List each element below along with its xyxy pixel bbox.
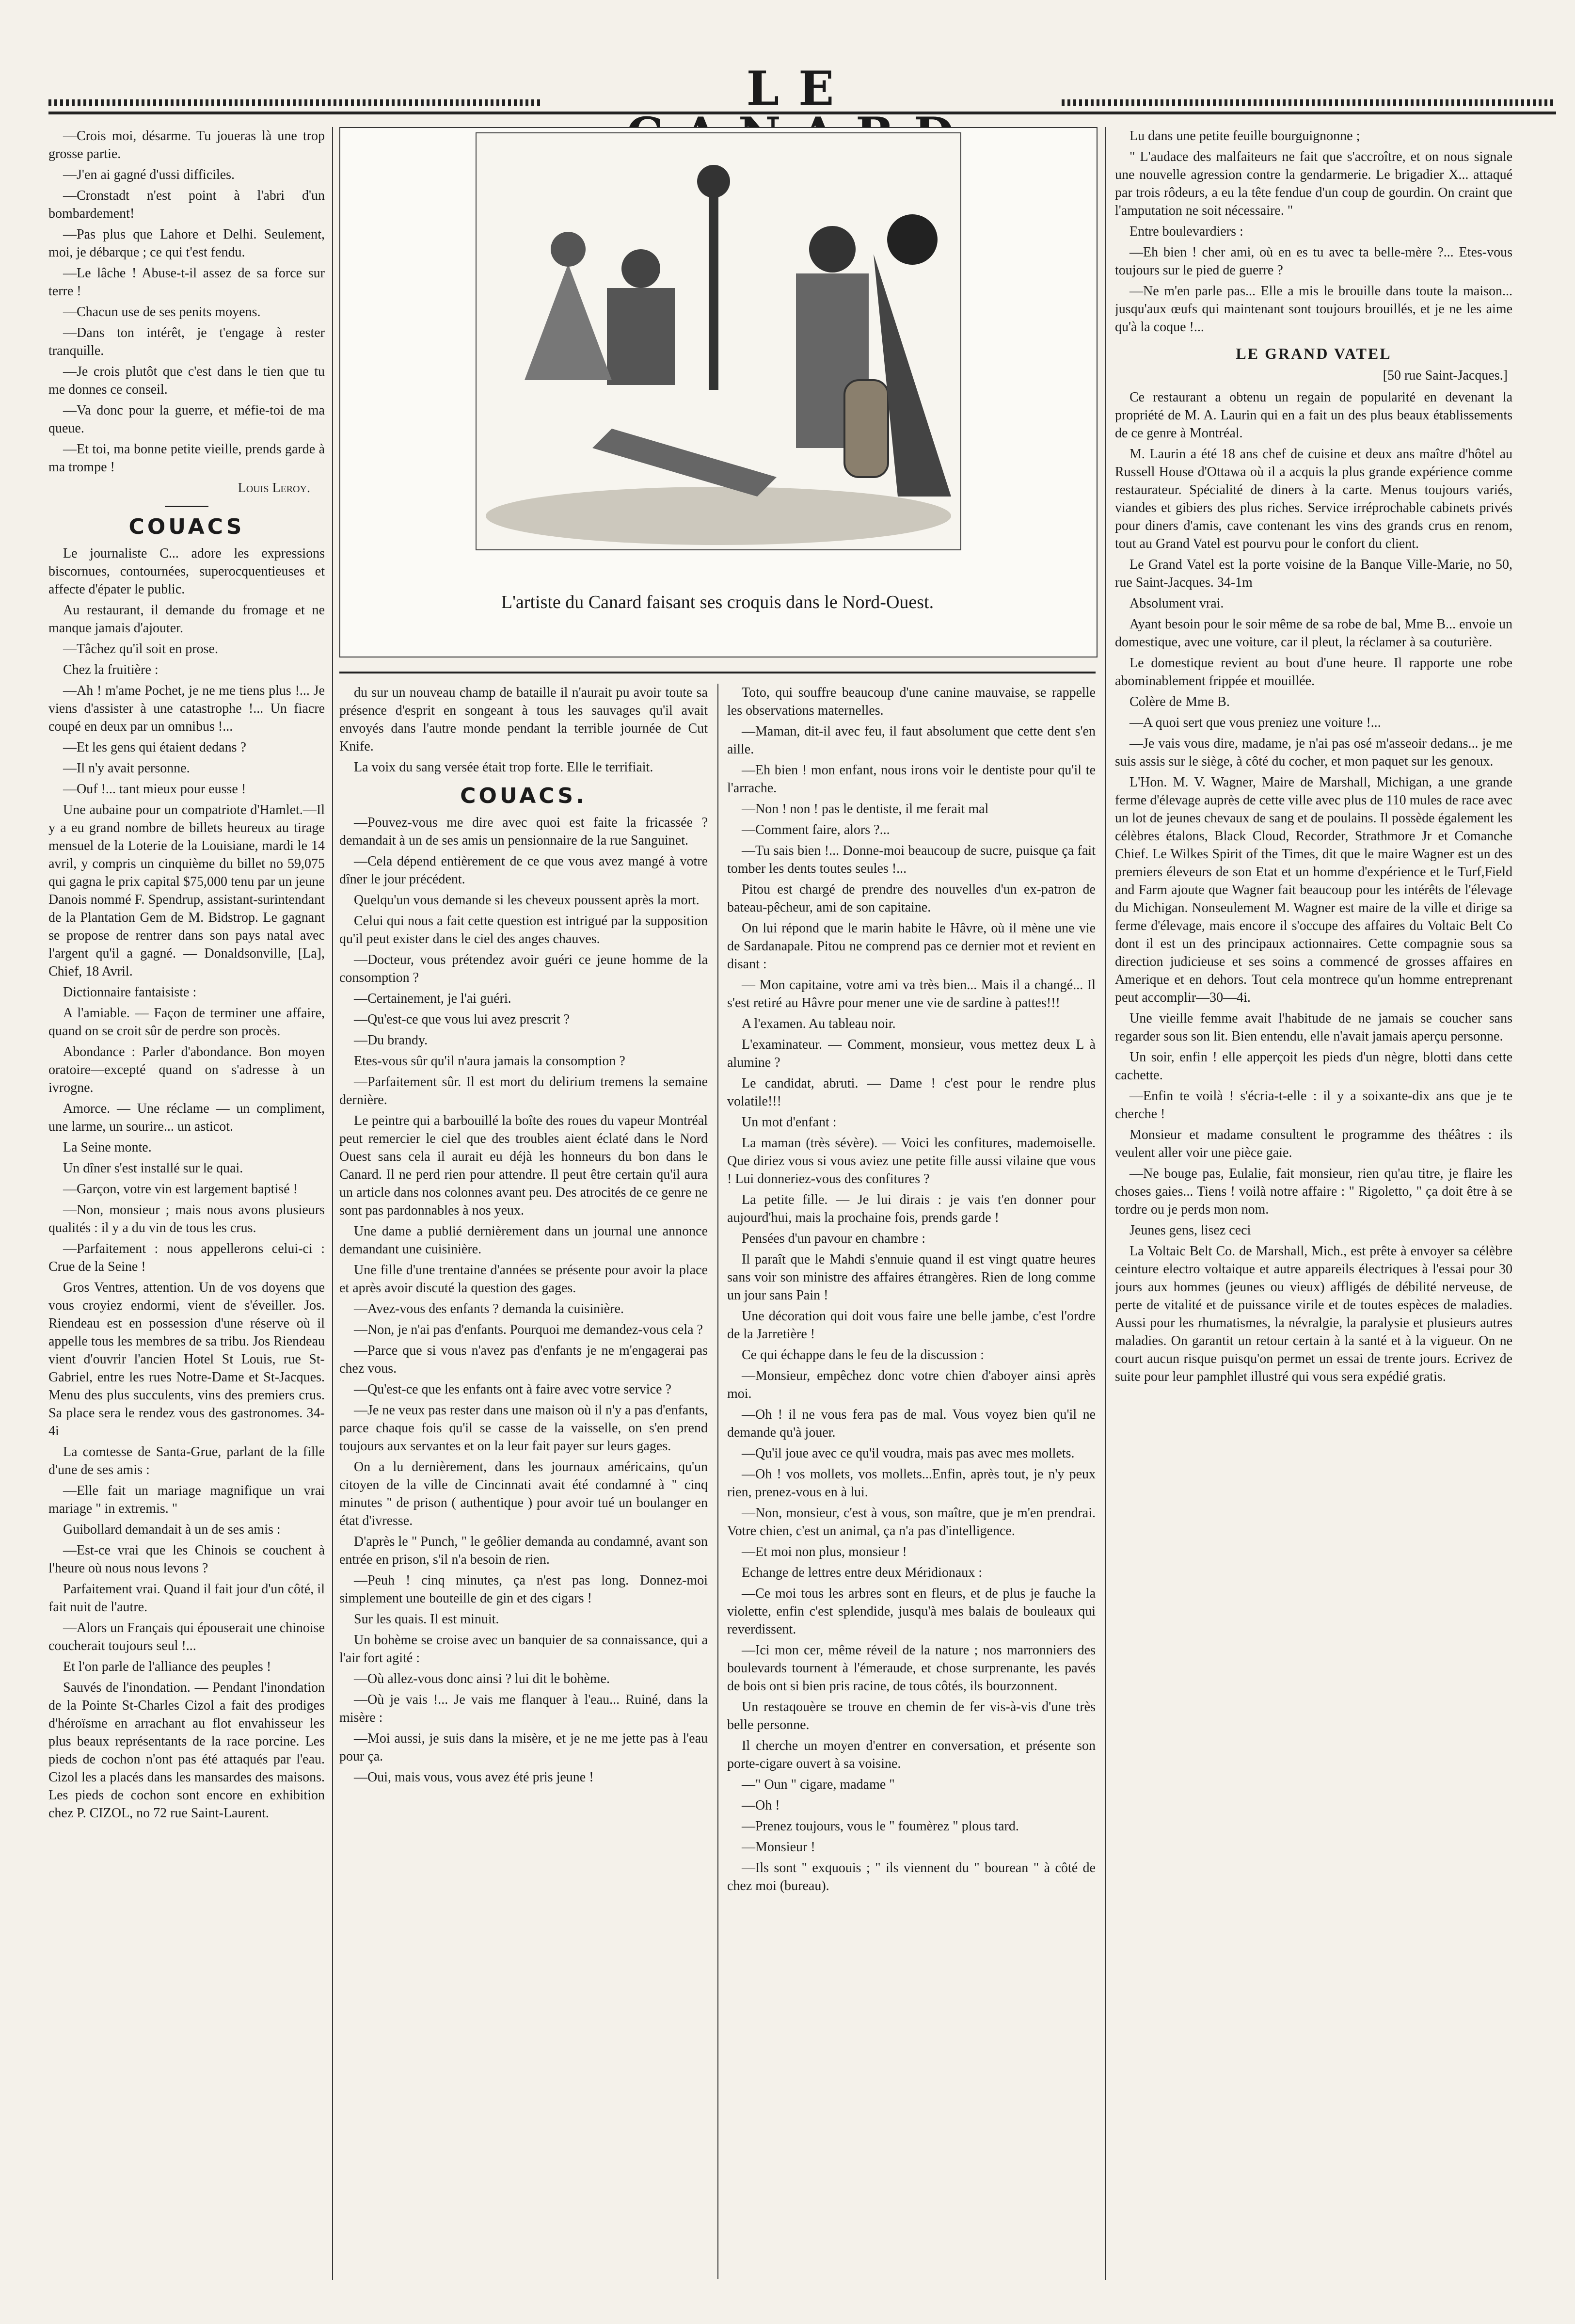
paragraph: —Tâchez qu'il soit en prose. (63, 641, 218, 657)
paragraph: A l'examen. Au tableau noir. (742, 1016, 896, 1031)
column-rule (332, 127, 333, 2280)
masthead-rule-right (1062, 99, 1556, 106)
column-4 (1115, 127, 1512, 2280)
paragraph: —Qu'est-ce que vous lui avez prescrit ? (354, 1012, 570, 1027)
paragraph: —Chacun use de ses penits moyens. (63, 305, 261, 320)
paragraph: Ce qui échappe dans le feu de la discussion : (742, 1347, 984, 1362)
paragraph: —Dans ton intérêt, je t'engage à rester tranquille. (48, 325, 325, 358)
paragraph: —Pas plus que Lahore et Delhi. Seulement, moi, je débarque ; ce qui t'est fendu. (48, 227, 325, 260)
paragraph: —Oui, mais vous, vous avez été pris jeune ! (354, 1770, 594, 1785)
paragraph: D'après le " Punch, " le geôlier demanda au condamné, avant son entrée en prison, s'il n'a besoin de rien. (339, 1534, 708, 1567)
paragraph: —Du brandy. (354, 1033, 428, 1048)
paragraph: —Ouf !... tant mieux pour eusse ! (63, 782, 246, 797)
signature: Louis Leroy. (238, 481, 310, 496)
paragraph: Un mot d'enfant : (742, 1115, 837, 1130)
paragraph: —Moi aussi, je suis dans la misère, et je ne me jette pas à l'eau pour ça. (339, 1731, 708, 1764)
paragraph: —Et les gens qui étaient dedans ? (63, 740, 246, 755)
paragraph: —Où allez-vous donc ainsi ? lui dit le bohème. (354, 1671, 610, 1686)
paragraph: —Ne m'en parle pas... Elle a mis le brouille dans toute la maison... jusqu'aux œufs qui maintenant sont toujours brouillés, et je ne les aime qu'à la coque !... (1115, 284, 1512, 335)
paragraph: Absolument vrai. (1130, 596, 1224, 611)
column-rule (1105, 127, 1106, 2280)
paragraph: A l'amiable. — Façon de terminer une affaire, quand on se croit sûr de perdre son procès. (48, 1006, 325, 1039)
paragraph: —Et toi, ma bonne petite vieille, prends garde à ma trompe ! (48, 442, 325, 475)
paragraph: Le Grand Vatel est la porte voisine de la Banque Ville-Marie, no 50, rue Saint-Jacques. 34-1m (1115, 557, 1512, 590)
paragraph: —Ce moi tous les arbres sont en fleurs, et de plus je fauche la violette, enfin c'est splendide, jusqu'à mes balais de bouleaux qui reverdissent. (727, 1586, 1096, 1637)
paragraph: —Eh bien ! cher ami, où en es tu avec ta belle-mère ?... Etes-vous toujours sur le pied de guerre ? (1115, 245, 1512, 278)
section-heading-couacs: COUACS (128, 514, 245, 539)
paragraph: On a lu dernièrement, dans les journaux américains, qu'un citoyen de la ville de Cincinnati avait été condamné à " cinq minutes " de prison ( authentique ) pour avoir tué un boulanger en état d'ivresse. (339, 1459, 708, 1528)
paragraph: —Oh ! (742, 1798, 780, 1813)
paragraph: Quelqu'un vous demande si les cheveux poussent après la mort. (354, 893, 700, 908)
paragraph: —Ne bouge pas, Eulalie, fait monsieur, rien qu'au titre, je flaire les choses gaies... Tiens ! voilà notre affaire : " Rigoletto, " ça doit être à se tordre ou je perds mon nom. (1115, 1166, 1512, 1217)
paragraph: Au restaurant, il demande du fromage et ne manque jamais d'ajouter. (48, 603, 325, 636)
paragraph: Et l'on parle de l'alliance des peuples ! (63, 1659, 271, 1674)
paragraph: —Parfaitement sûr. Il est mort du delirium tremens la semaine dernière. (339, 1074, 708, 1107)
paragraph: —Certainement, je l'ai guéri. (354, 991, 511, 1006)
paragraph: La petite fille. — Je lui dirais : je vais t'en donner pour aujourd'hui, mais la prochaine fois, prends garde ! (727, 1192, 1096, 1225)
paragraph: —Je crois plutôt que c'est dans le tien que tu me donnes ce conseil. (48, 364, 325, 397)
paragraph: —Cronstadt n'est point à l'abri d'un bombardement! (48, 188, 325, 221)
paragraph: Pitou est chargé de prendre des nouvelles d'un ex-patron de bateau-pêcheur, ami de son capitaine. (727, 882, 1096, 915)
section-heading-grand-vatel: LE GRAND VATEL (1236, 345, 1392, 362)
paragraph: La Voltaic Belt Co. de Marshall, Mich., est prête à envoyer sa célèbre ceinture electro voltaique et autre appareils électriques à l'essai pour 30 jours aux hommes (jeunes ou vieux) affligés de débilité nerveuse, de perte de vitalité et de puissance virile et de toutes espèces de maladies. Aussi pour les rhumatismes, la névralgie, la paralysie et plusieurs autres maladies. On garantit un retour certain à la santé et à la vigueur. On ne court aucun risque puisqu'on permet un essai de trente jours. Ecrivez de suite pour leur pamphlet illustré qui vous sera expédié gratis. (1115, 1244, 1512, 1384)
paragraph: Chez la fruitière : (63, 662, 159, 677)
paragraph: Lu dans une petite feuille bourguignonne ; (1130, 128, 1360, 144)
paragraph: —Et moi non plus, monsieur ! (742, 1544, 907, 1559)
paragraph: Une décoration qui doit vous faire une belle jambe, c'est l'ordre de la Jarretière ! (727, 1309, 1096, 1342)
paragraph: —Je vais vous dire, madame, je n'ai pas osé m'asseoir dedans... je me suis assis sur le siège, à côté du cocher, et mon paquet sur les genoux. (1115, 736, 1512, 769)
paragraph: Un dîner s'est installé sur le quai. (63, 1161, 243, 1176)
paragraph: du sur un nouveau champ de bataille il n'aurait pu avoir toute sa présence d'esprit en songeant à tous les sauvages qu'il avait envoyés dans l'autre monde pendant la terrible journée de Cut Knife. (339, 685, 708, 754)
paragraph: Une dame a publié dernièrement dans un journal une annonce demandant une cuisinière. (339, 1224, 708, 1257)
paragraph: —Où je vais !... Je vais me flanquer à l'eau... Ruiné, dans la misère : (339, 1692, 708, 1725)
paragraph: Une fille d'une trentaine d'années se présente pour avoir la place et après avoir discuté la question des gages. (339, 1263, 708, 1296)
paragraph: L'Hon. M. V. Wagner, Maire de Marshall, Michigan, a une grande ferme d'élevage auprès de cette ville avec plus de 110 mules de race avec un lot de jeunes chevaux de sang et de poulains. Il possède également les célèbres étalons, Black Cloud, Recorder, Strathmore Jr et Comanche Chief. Le Wilkes Spirit of the Times, dit que le maire Wagner est un des premiers éleveurs de son Etat et un homme d'expérience et le Turf,Field and Farm ajoute que Wagner fait beaucoup pour les intérêts de l'élevage du Michigan. Nonseulement M. Wagner est maire de la ville et dirige sa ferme d'élevage, mais encore il s'occupe des affaires du Voltaic Belt Co dont il est un des principaux actionnaires. Cette compagnie sous sa direction judicieuse et ses soins a commencé de grosses affaires en Amerique et en dehors. Tout cela montrece qu'un homme entreprenant peut accomplir—30—4i. (1115, 775, 1512, 1005)
column-rule (717, 684, 718, 2279)
paragraph: —Prenez toujours, vous le " foumèrez " plous tard. (742, 1819, 1019, 1834)
paragraph: Le peintre qui a barbouillé la boîte des roues du vapeur Montréal peut remercier le ciel que des troubles aient éclaté dans le Nord Ouest sans cela il aurait eu déjà les honneurs du bon dans le Canard. Il ne perd rien pour attendre. Il peut être certain qu'il aura un article dans nos colonnes avant peu. Des atrocités de ce genre ne sont pas pardonnables à nos yeux. (339, 1113, 708, 1218)
illustration (339, 127, 1098, 657)
paragraph: " L'audace des malfaiteurs ne fait que s'accroître, et on nous signale une nouvelle agression contre la gendarmerie. Le brigadier X... attaqué par trois rôdeurs, a eu la tête fendue d'un coup de gourdin. On craint que l'amputation ne soit nécessaire. " (1115, 149, 1512, 218)
paragraph: Une aubaine pour un compatriote d'Hamlet.—Il y a eu grand nombre de billets heureux au tirage mensuel de la Loterie de la Louisiane, mardi le 14 avril, y compris un cinquième du billet no 59,075 qui gagna le prix capital $75,000 tenu par un jeune Danois nommé F. Spendrup, assistant-surintendant de la Plantation Gem de M. Bidstrop. Le gagnant se propose de rentrer dans son pays natal avec l'argent qu'il a gagné. — Donaldsonville, [La], Chief, 18 Avril. (48, 802, 325, 979)
paragraph: —Non, je n'ai pas d'enfants. Pourquoi me demandez-vous cela ? (354, 1322, 703, 1337)
paragraph: Etes-vous sûr qu'il n'aura jamais la consomption ? (354, 1054, 625, 1069)
paragraph: —Monsieur ! (742, 1840, 815, 1855)
newspaper-title: LE (746, 61, 854, 116)
paragraph: —Peuh ! cinq minutes, ça n'est pas long. Donnez-moi simplement une bouteille de gin et des cigars ! (339, 1573, 708, 1606)
paragraph: —Enfin te voilà ! s'écria-t-elle : il y a soixante-dix ans que je te cherche ! (1115, 1089, 1512, 1122)
paragraph: M. Laurin a été 18 ans chef de cuisine et deux ans maître d'hôtel au Russell House d'Ottawa où il a acquis la plus grande expérience comme restaurateur. Spécialité de diners à la carte. Menus toujours variés, viandes et gibiers des plus riches. Service irréprochable cabinets privés pour diners d'amis, cave contenant les vins des grands crus en renom, tout au Grand Vatel est pourvu pour le confort du client. (1115, 447, 1512, 551)
paragraph: Guibollard demandait à un de ses amis : (63, 1522, 281, 1537)
paragraph: —Eh bien ! mon enfant, nous irons voir le dentiste pour qu'il te l'arrache. (727, 763, 1096, 796)
grand-vatel-address: [50 rue Saint-Jacques.] (1383, 368, 1508, 383)
paragraph: Une vieille femme avait l'habitude de ne jamais se coucher sans regarder sous son lit. Bien entendu, elle n'avait jamais aperçu personne. (1115, 1011, 1512, 1044)
paragraph: —Parfaitement : nous appellerons celui-ci : Crue de la Seine ! (48, 1241, 325, 1274)
paragraph: —Non, monsieur, c'est à vous, son maître, que je m'en prendrai. Votre chien, c'est un animal, ça n'a pas d'intelligence. (727, 1506, 1096, 1539)
paragraph: —Maman, dit-il avec feu, il faut absolument que cette dent s'en aille. (727, 724, 1096, 757)
paragraph: —J'en ai gagné d'ussi difficiles. (63, 167, 235, 182)
paragraph: Entre boulevardiers : (1130, 224, 1243, 239)
paragraph: —A quoi sert que vous preniez une voiture !... (1130, 715, 1381, 730)
paragraph: —Est-ce vrai que les Chinois se couchent à l'heure où nous nous levons ? (48, 1543, 325, 1576)
paragraph: Echange de lettres entre deux Méridionaux : (742, 1565, 983, 1580)
paragraph: Ayant besoin pour le soir même de sa robe de bal, Mme B... envoie un domestique, avec une voiture, car il pleut, la réclamer à sa couturière. (1115, 617, 1512, 650)
paragraph: —Le lâche ! Abuse-t-il assez de sa force sur terre ! (48, 266, 325, 299)
paragraph: —Alors un Français qui épouserait une chinoise coucherait toujours seul !... (48, 1620, 325, 1653)
paragraph: Jeunes gens, lisez ceci (1130, 1223, 1251, 1238)
paragraph: Pensées d'un pavour en chambre : (742, 1231, 926, 1246)
paragraph: —Je ne veux pas rester dans une maison où il n'y a pas d'enfants, parce chaque fois qu'il se casse de la vaisselle, on s'en prend toujours aux servantes et on la leur fait payer sur leurs gages. (339, 1403, 708, 1454)
paragraph: —Va donc pour la guerre, et méfie-toi de ma queue. (48, 403, 325, 436)
paragraph: Monsieur et madame consultent le programme des théâtres : ils veulent aller voir une pièce gaie. (1115, 1127, 1512, 1160)
paragraph: —Ici mon cer, même réveil de la nature ; nos marronniers des boulevards tournent à l'émeraude, et chose surprenante, les pavés de bois ont si bien pris racine, de tous côtés, ils bourzonnent. (727, 1643, 1096, 1694)
paragraph: —Ah ! m'ame Pochet, je ne me tiens plus !... Je viens d'assister à une catastrophe !... Un fiacre coupé en deux par un omnibus !... (48, 683, 325, 734)
paragraph: Parfaitement vrai. Quand il fait jour d'un côté, il fait nuit de l'autre. (48, 1582, 325, 1615)
paragraph: L'examinateur. — Comment, monsieur, vous mettez deux L à alumine ? (727, 1037, 1096, 1070)
paragraph: Abondance : Parler d'abondance. Bon moyen oratoire—excepté quand on s'adresse à un ivrogne. (48, 1044, 325, 1095)
paragraph: —Avez-vous des enfants ? demanda la cuisinière. (354, 1301, 624, 1316)
paragraph: Le journaliste C... adore les expressions biscornues, contournées, superocquentieuses et affecte d'épater le public. (48, 546, 325, 597)
paragraph: On lui répond que le marin habite le Hâvre, où il mène une vie de Sardanapale. Pitou ne comprend pas ce dernier mot et revient en disant : (727, 921, 1096, 972)
paragraph: —Oh ! vos mollets, vos mollets...Enfin, après tout, je n'y peux rien, prenez-vous en à lui. (727, 1467, 1096, 1500)
paragraph: Gros Ventres, attention. Un de vos doyens que vous croyiez endormi, vient de s'éveiller. Jos. Riendeau est en possession d'une réserve où il appelle tous les membres de sa tribu. Jos Riendeau vient d'ouvrir l'ancien Hotel St Louis, rue St-Gabriel, entre les rues Notre-Dame et St-Jacques. Menu des plus succulents, vins des premiers crus. Sa place sera le rendez vous des gastronomes. 34-4i (48, 1280, 325, 1439)
masthead (48, 61, 1556, 116)
paragraph: —Docteur, vous prétendez avoir guéri ce jeune homme de la consomption ? (339, 952, 708, 985)
paragraph: —Tu sais bien !... Donne-moi beaucoup de sucre, puisque ça fait tomber les dents toutes seules !... (727, 843, 1096, 876)
paragraph: —Elle fait un mariage magnifique un vrai mariage " in extremis. " (48, 1483, 325, 1516)
paragraph: —Monsieur, empêchez donc votre chien d'aboyer ainsi après moi. (727, 1368, 1096, 1401)
paragraph: Sur les quais. Il est minuit. (354, 1612, 499, 1627)
paragraph: Un soir, enfin ! elle apperçoit les pieds d'un nègre, blotti dans cette cachette. (1115, 1050, 1512, 1083)
paragraph: —Il n'y avait personne. (63, 761, 190, 776)
paragraph: —Garçon, votre vin est largement baptisé ! (63, 1182, 298, 1197)
illustration-bottom-rule (339, 672, 1096, 673)
paragraph: La comtesse de Santa-Grue, parlant de la fille d'une de ses amis : (48, 1444, 325, 1477)
paragraph: Sauvés de l'inondation. — Pendant l'inondation de la Pointe St-Charles Cizol a fait des prodiges d'héroïsme en arrachant au flot envahisseur les plus beaux représentants de la race porcine. Les pieds de cochon n'ont pas été attaqués par l'eau. Cizol les a placés dans les mansardes des maisons. Les pieds de cochon sont encore en exhibition chez P. CIZOL, no 72 rue Saint-Laurent. (48, 1680, 325, 1821)
paragraph: —Comment faire, alors ?... (742, 822, 890, 837)
paragraph: Le domestique revient au bout d'une heure. Il rapporte une robe abominablement frippée et mouillée. (1115, 656, 1512, 689)
paragraph: Un bohème se croise avec un banquier de sa connaissance, qui a l'air fort agité : (339, 1633, 708, 1666)
paragraph: La Seine monte. (63, 1140, 152, 1155)
illustration-caption: L'artiste du Canard faisant ses croquis dans le Nord-Ouest. (501, 592, 934, 612)
paragraph: —Qu'il joue avec ce qu'il voudra, mais pas avec mes mollets. (742, 1446, 1075, 1461)
masthead-rule-left (48, 99, 543, 106)
divider (165, 506, 208, 507)
paragraph: Celui qui nous a fait cette question est intrigué par la supposition qu'il peut exister dans le ciel des anges chauves. (339, 914, 708, 946)
paragraph: Ce restaurant a obtenu un regain de popularité en devenant la propriété de M. A. Laurin qui en a fait un des plus beaux établissements de ce genre à Montréal. (1115, 390, 1512, 441)
paragraph: —Non, monsieur ; mais nous avons plusieurs qualités : il y a du vin de tous les crus. (48, 1202, 325, 1235)
column-1 (48, 127, 325, 2280)
paragraph: Il paraît que le Mahdi s'ennuie quand il est vingt quatre heures sans voir son ministre des affaires étrangères. Rien de long comme un jour sans Pain ! (727, 1252, 1096, 1303)
paragraph: Il cherche un moyen d'entrer en conversation, et présente son porte-cigare ouvert à sa voisine. (727, 1738, 1096, 1771)
paragraph: —" Oun " cigare, madame " (742, 1777, 895, 1792)
paragraph: —Non ! non ! pas le dentiste, il me ferait mal (742, 801, 989, 817)
column-2 (339, 684, 708, 2279)
paragraph: La voix du sang versée était trop forte. Elle le terrifiait. (354, 760, 653, 775)
paragraph: Toto, qui souffre beaucoup d'une canine mauvaise, se rappelle les observations maternelles. (727, 685, 1096, 718)
paragraph: —Ils sont " exquouis ; " ils viennent du " bourean " à côté de chez moi (bureau). (727, 1860, 1096, 1893)
paragraph: —Qu'est-ce que les enfants ont à faire avec votre service ? (354, 1382, 671, 1397)
artist-sketching-illustration (340, 128, 1095, 574)
paragraph: Colère de Mme B. (1130, 694, 1230, 709)
paragraph: Dictionnaire fantaisiste : (63, 985, 197, 1000)
paragraph: Un restaqouère se trouve en chemin de fer vis-à-vis d'une très belle personne. (727, 1699, 1096, 1732)
section-heading-couacs-2: COUACS. (460, 784, 587, 808)
paragraph: La maman (très sévère). — Voici les confitures, mademoiselle. Que diriez vous si vous aviez une petite fille aussi vilaine que vous ! Lui donneriez-vous des confitures ? (727, 1136, 1096, 1186)
paragraph: —Oh ! il ne vous fera pas de mal. Vous voyez bien qu'il ne demande qu'à jouer. (727, 1407, 1096, 1440)
paragraph: — Mon capitaine, votre ami va très bien... Mais il a changé... Il s'est retiré au Hâvre pour mener une vie de sardine à pattes!!! (727, 978, 1096, 1010)
paragraph: —Cela dépend entièrement de ce que vous avez mangé à votre dîner le jour précédent. (339, 854, 708, 887)
paragraph: —Pouvez-vous me dire avec quoi est faite la fricassée ? demandait à un de ses amis un pensionnaire de la rue Sanguinet. (339, 815, 708, 848)
paragraph: Le candidat, abruti. — Dame ! c'est pour le rendre plus volatile!!! (727, 1076, 1096, 1109)
paragraph: Amorce. — Une réclame — un compliment, une larme, un sourire... un asticot. (48, 1101, 325, 1134)
paragraph: —Parce que si vous n'avez pas d'enfants je ne m'engagerai pas chez vous. (339, 1343, 708, 1376)
paragraph: —Crois moi, désarme. Tu joueras là une trop grosse partie. (48, 128, 325, 161)
column-3 (727, 684, 1096, 2279)
